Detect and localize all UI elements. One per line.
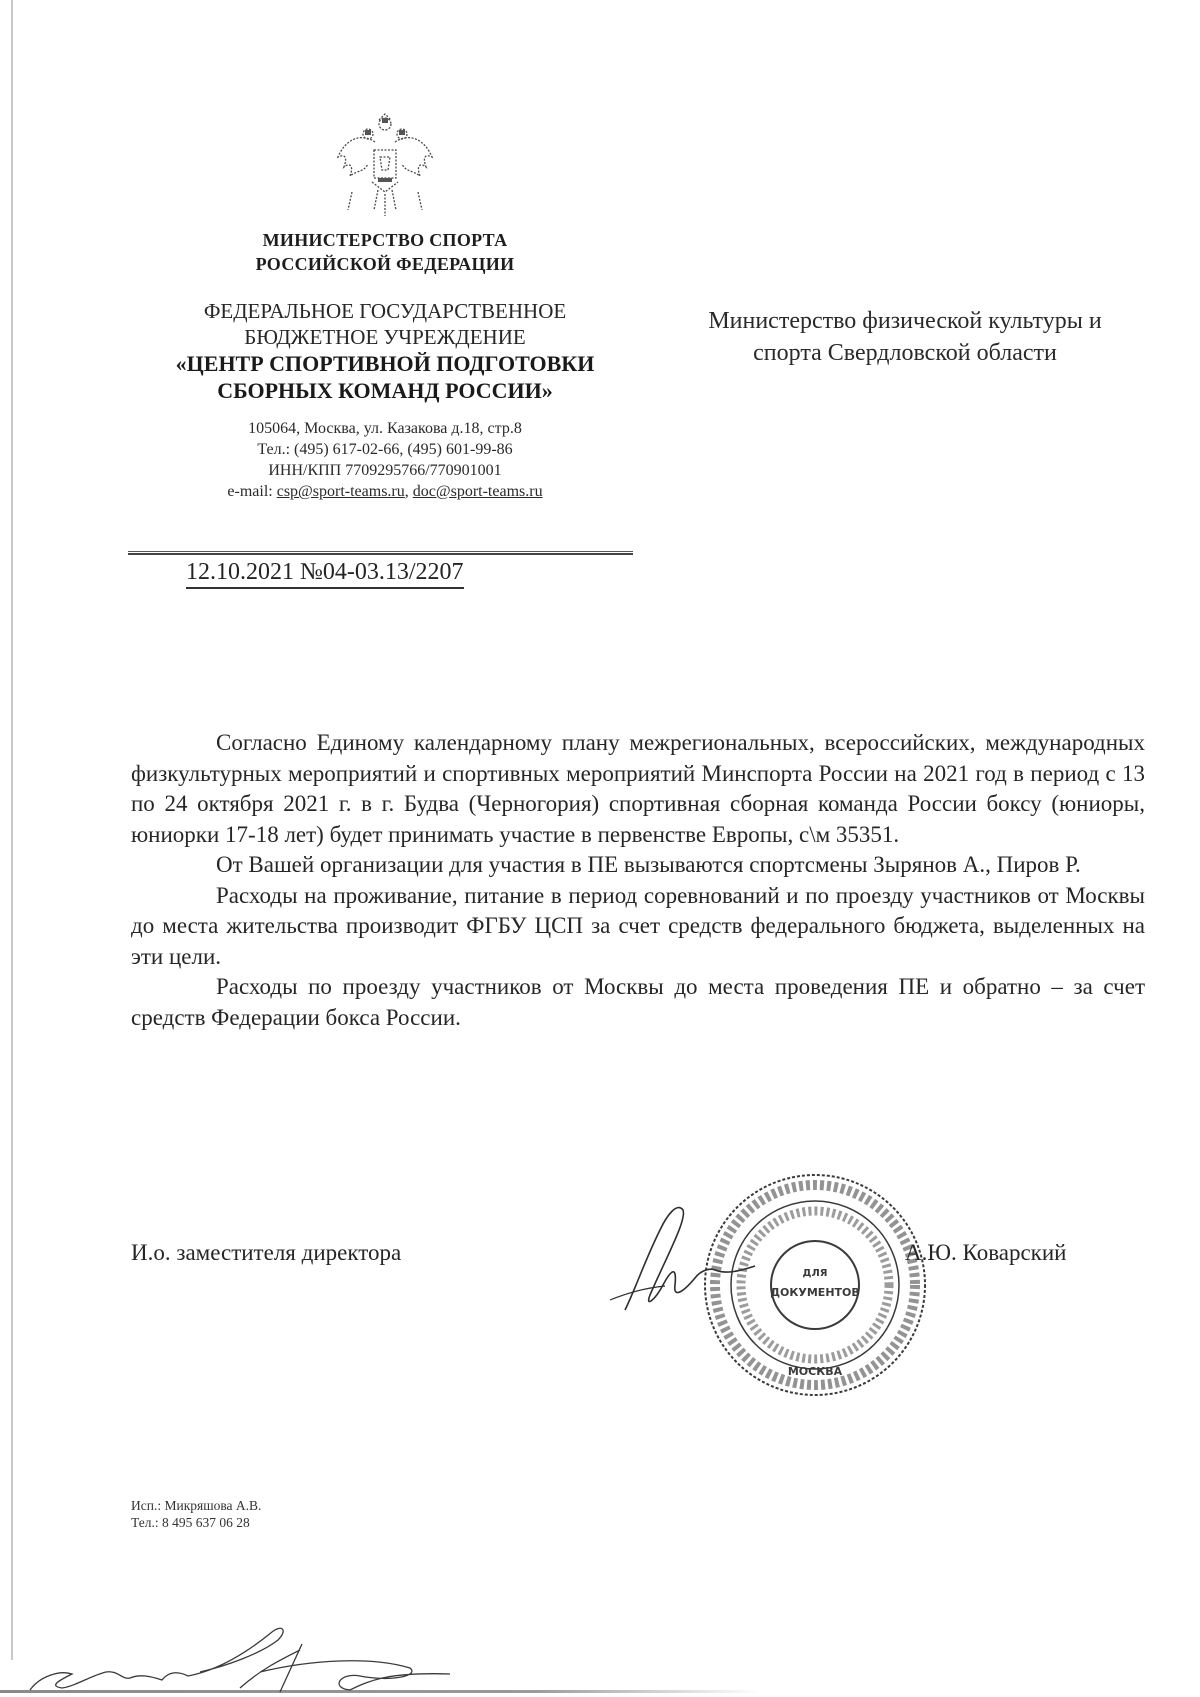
- letterhead-divider: [128, 551, 633, 555]
- executor-phone: Тел.: 8 495 637 06 28: [131, 1515, 250, 1530]
- letterhead: [150, 228, 620, 502]
- institution-name-line2: СБОРНЫХ КОМАНД РОССИИ»: [217, 378, 553, 403]
- signer-title: И.о. заместителя директора: [131, 1240, 402, 1265]
- ministry-name-line2: РОССИЙСКОЙ ФЕДЕРАЦИИ: [255, 254, 515, 274]
- scan-left-edge: [11, 0, 13, 1660]
- institution-name-line1: «ЦЕНТР СПОРТИВНОЙ ПОДГОТОВКИ: [175, 351, 595, 376]
- institution-type-line1: ФЕДЕРАЛЬНОЕ ГОСУДАРСТВЕННОЕ: [203, 299, 567, 323]
- executor-info: [131, 1497, 261, 1531]
- ministry-name-line1: МИНИСТЕРСТВО СПОРТА: [262, 230, 508, 250]
- institution-contacts: [150, 418, 620, 502]
- institution-type: [150, 298, 620, 404]
- stamp-city: МОСКВА: [787, 1365, 843, 1378]
- body-paragraph: Расходы по проезду участников от Москвы до места проведения ПЕ и обратно – за счет средств Федерации бокса России.: [131, 974, 1145, 1030]
- ministry-name: [150, 228, 620, 276]
- body-paragraph: Согласно Единому календарному плану межрегиональных, всероссийских, международных физкультурных мероприятий и спортивных мероприятий Минспорта России на 2021 год в период с 13 по 24 октября 2021 г. в г. Будва (Черногория) спортивная сборная команда России боксу (юниоры, юниорки 17-18 лет) будет принимать участие в первенстве Европы, с\м 35351.: [131, 730, 1145, 847]
- handwritten-signature-icon: [605, 1190, 775, 1320]
- email-link-doc[interactable]: doc@sport-teams.ru: [412, 483, 543, 500]
- stamp-center-line2: ДОКУМЕНТОВ: [770, 1286, 860, 1299]
- stamp-center-line1: ДЛЯ: [802, 1268, 828, 1279]
- body-paragraph: От Вашей организации для участия в ПЕ вызываются спортсмены Зырянов А., Пиров Р.: [216, 852, 1081, 877]
- email-link-csp[interactable]: csp@sport-teams.ru: [276, 483, 405, 500]
- russian-coat-of-arms-icon: [330, 112, 440, 222]
- email-label: e-mail:: [227, 483, 277, 500]
- institution-address: 105064, Москва, ул. Казакова д.18, стр.8: [248, 420, 522, 437]
- institution-emails: [150, 481, 620, 502]
- letter-body: [131, 728, 1145, 1033]
- institution-phones: Тел.: (495) 617-02-66, (495) 601-99-86: [257, 441, 513, 458]
- institution-type-line2: БЮДЖЕТНОЕ УЧРЕЖДЕНИЕ: [244, 325, 526, 349]
- email-separator: ,: [404, 483, 413, 500]
- signer-name: А.Ю. Коварский: [905, 1240, 1067, 1265]
- document-date-number: 12.10.2021 №04-03.13/2207: [186, 558, 464, 589]
- addressee-line2: спорта Свердловской области: [753, 340, 1057, 366]
- institution-inn-kpp: ИНН/КПП 7709295766/770901001: [268, 462, 502, 479]
- addressee-line1: Министерство физической культуры и: [708, 308, 1102, 334]
- body-paragraph: Расходы на проживание, питание в период соревнований и по проезду участников от Москвы до места жительства производит ФГБУ ЦСП за счет средств федерального бюджета, выделенных на эти цели.: [131, 882, 1145, 969]
- handwritten-initials-icon: [10, 1610, 470, 1695]
- executor-name: Исп.: Микряшова А.В.: [131, 1498, 262, 1513]
- addressee: [665, 305, 1145, 369]
